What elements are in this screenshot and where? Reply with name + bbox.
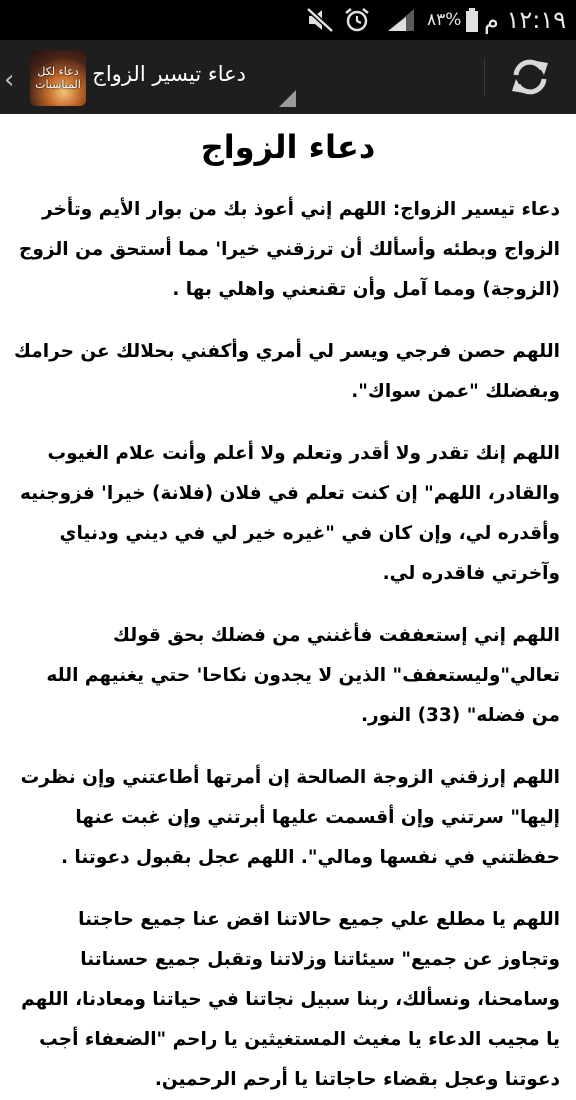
mute-icon — [306, 0, 334, 40]
dua-paragraph-3: اللهم إنك تقدر ولا أقدر وتعلم ولا أعلم وأنت علام الغيوب والقادر، اللهم" إن كنت تعلم في فلان (فلانة) خيرا' فزوجنيه وأقدره لي، وإن كان في "غيره خير لي في ديني ودنياي وآخرتي فاقدره لي. — [19, 443, 560, 584]
dua-paragraph-6: اللهم يا مطلع علي جميع حالاتنا اقض عنا جميع حاجتنا وتجاوز عن جميع" سيئاتنا وزلاتنا وتقبل جميع حسناتنا وسامحنا، ونسألك، ربنا سبيل نجاتنا في حياتنا ومعادنا، اللهم يا مجيب الدعاء يا مغيث المستغيثين يا راحم "الضعفاء أجب دعوتنا وعجل بقضاء حاجاتنا يا أرحم الرحمين. — [21, 909, 560, 1090]
dua-paragraph-4: اللهم إني إستعففت فأغنني من فضلك بحق قولك تعالي"وليستعفف" الذين لا يجدون نكاحا' حتي يغنيهم الله من فضله" (33) النور. — [46, 625, 560, 726]
action-bar-divider — [484, 58, 485, 96]
dua-paragraph-1: دعاء تيسير الزواج: اللهم إني أعوذ بك من بوار الأيم وتأخر الزواج وبطئه وأسألك أن ترزقني خيرا' مما أستحق من الزوج (الزوجة) ومما آمل وأن تقنعني واهلي بها . — [19, 199, 560, 300]
app-logo-text-line2: المناسبات — [35, 78, 81, 91]
app-logo-text-line1: دعاء لكل — [37, 65, 79, 78]
app-logo[interactable] — [30, 50, 86, 106]
spinner-indicator-icon — [279, 90, 296, 107]
refresh-icon — [508, 55, 552, 99]
page-title: دعاء الزواج — [200, 128, 376, 166]
signal-icon — [386, 0, 416, 40]
battery-percent: ٨٣% — [427, 10, 462, 30]
dua-content[interactable] — [0, 190, 576, 1090]
status-bar — [0, 0, 576, 40]
refresh-button[interactable] — [500, 50, 560, 104]
clock: ١٢:١٩ م — [484, 6, 567, 34]
dua-paragraph-2: اللهم حصن فرجي ويسر لي أمري وأكفني بحلالك عن حرامك وبفضلك "عمن سواك". — [14, 341, 560, 402]
dua-paragraph-5: اللهم إرزقني الزوجة الصالحة إن أمرتها أطاعتني وإن نظرت إليها" سرتني وإن أقسمت عليها أبرتني وإن غبت عنها حفظتني في نفسها ومالي". اللهم عجل بقبول دعوتنا . — [20, 767, 560, 868]
battery-icon — [465, 0, 479, 40]
up-chevron-icon[interactable]: ‹ — [4, 65, 15, 95]
action-bar — [0, 40, 576, 114]
action-bar-title[interactable]: دعاء تيسير الزواج — [92, 62, 246, 86]
alarm-icon — [344, 0, 370, 40]
